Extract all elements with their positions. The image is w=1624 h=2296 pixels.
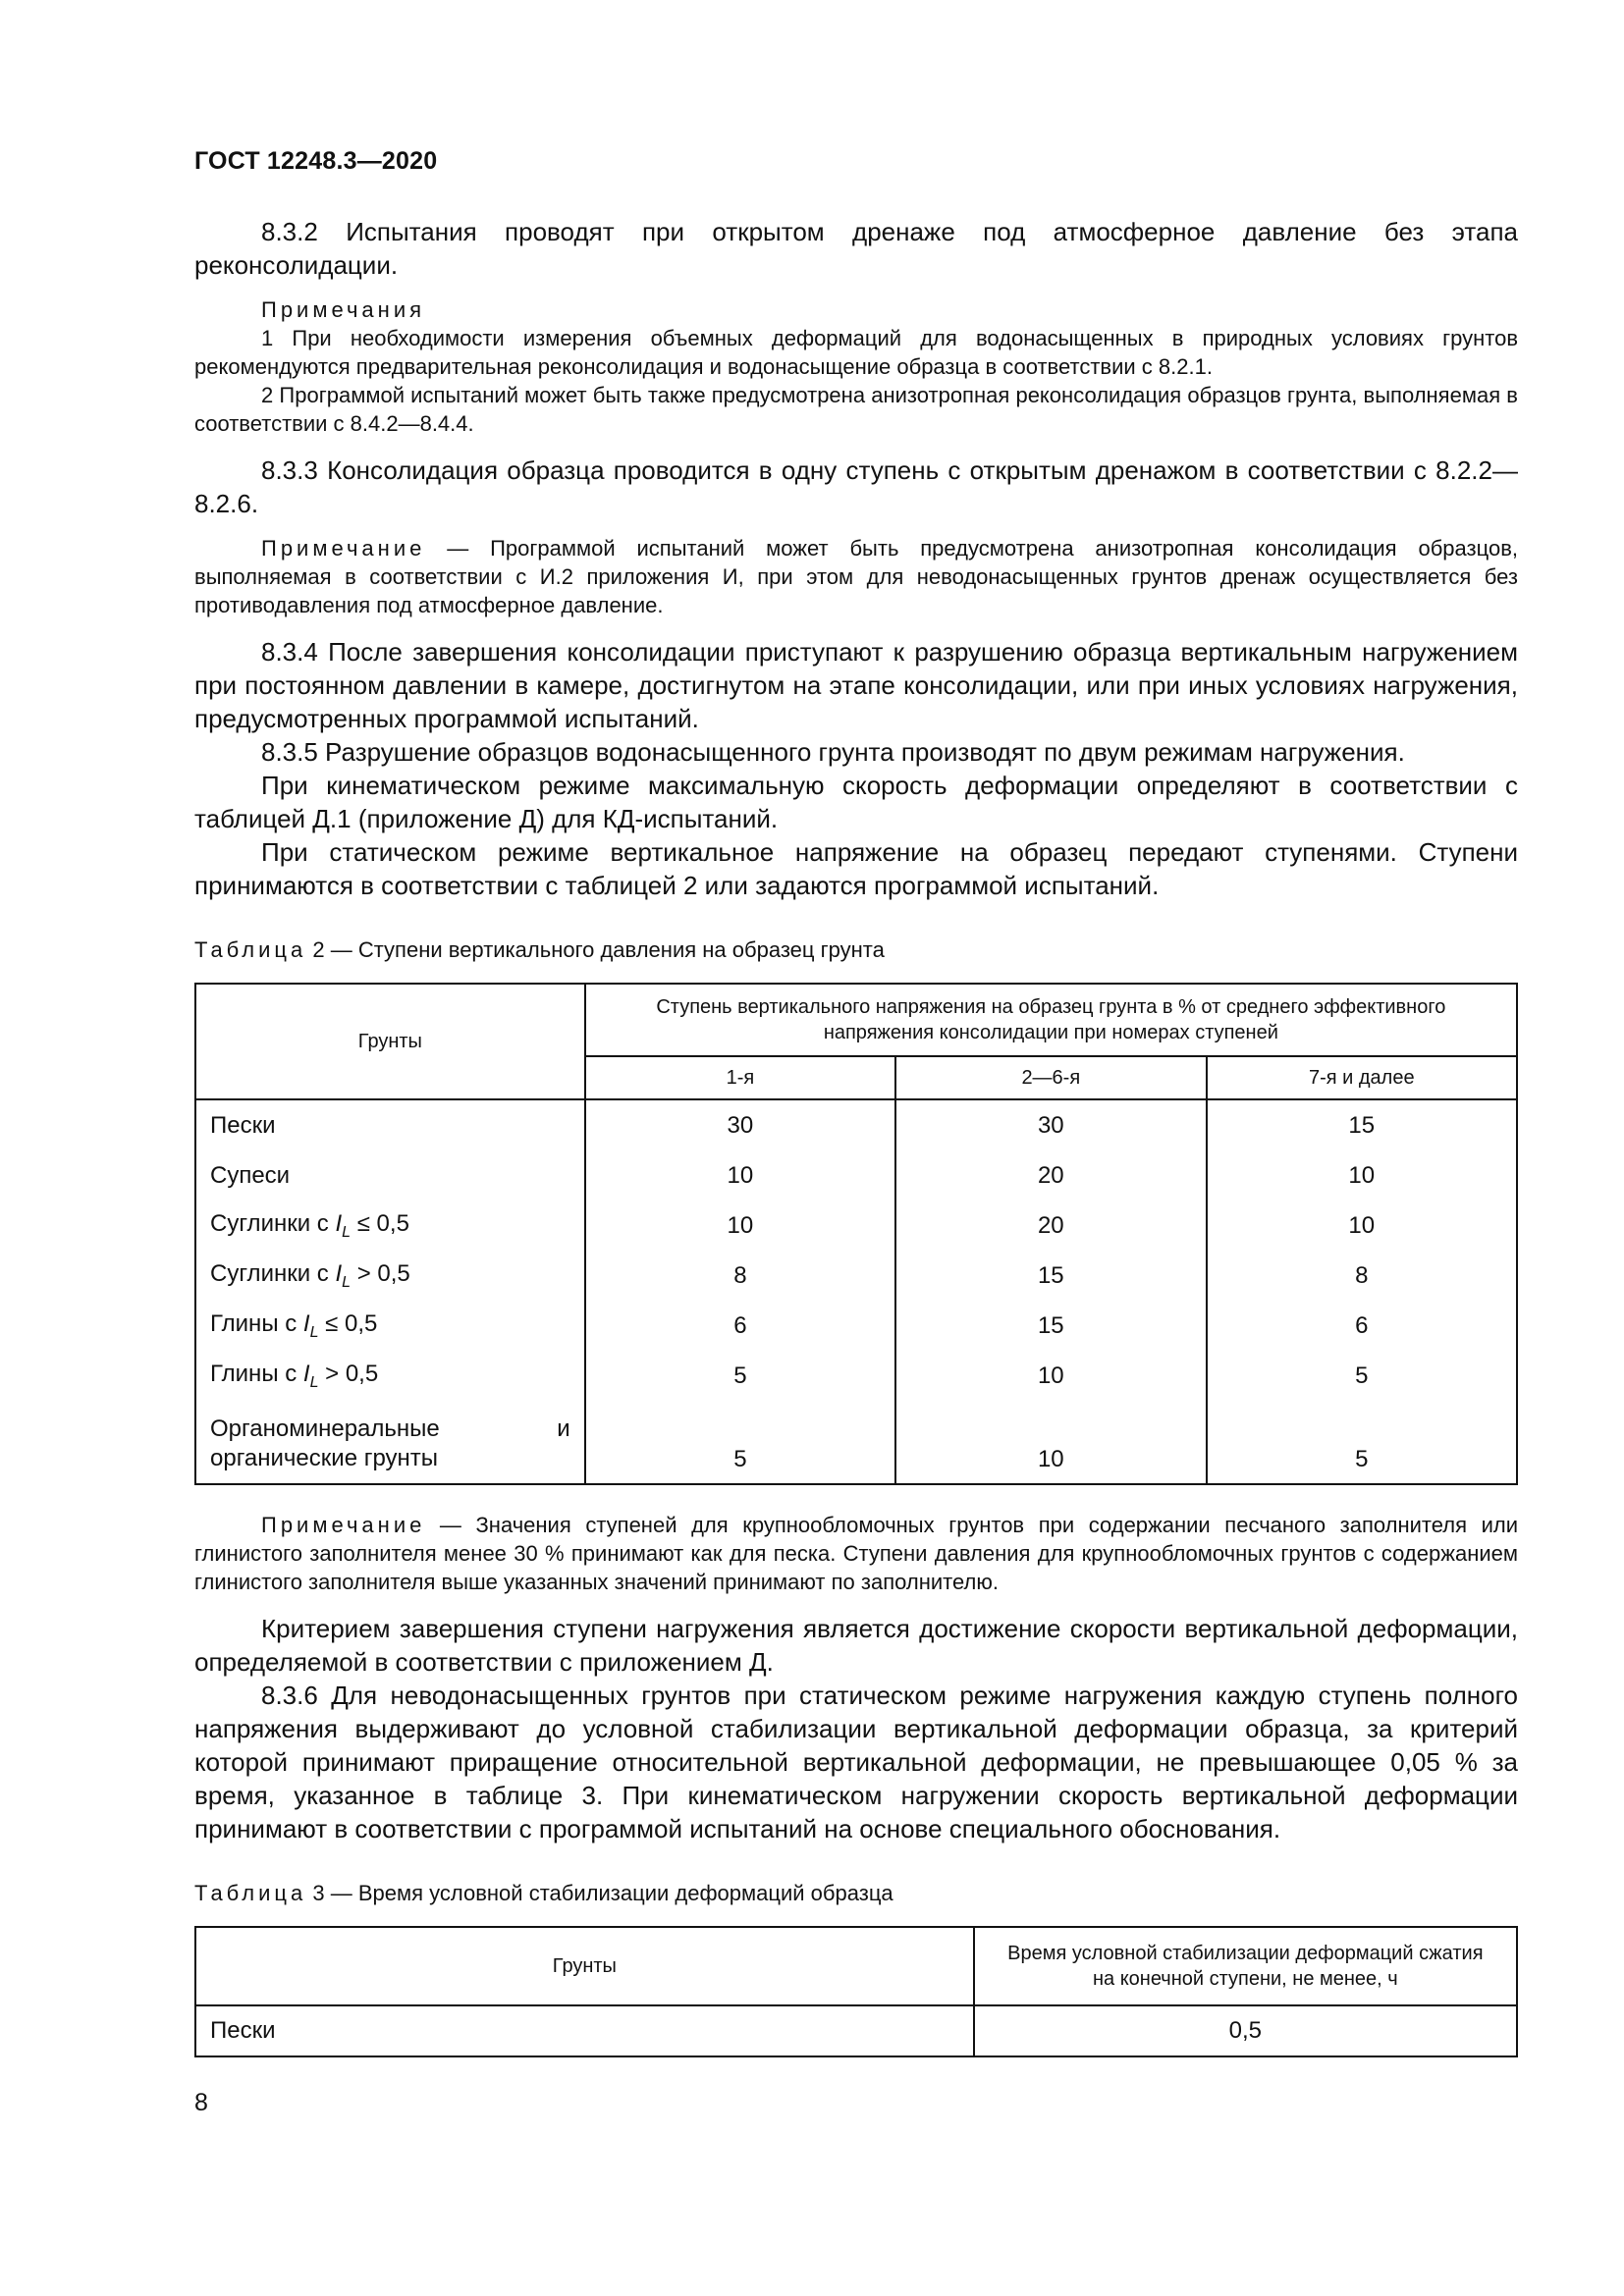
table-cell-value: 6 — [585, 1301, 895, 1351]
table-cell-soil: Пески — [195, 1099, 585, 1150]
variable-symbol: I — [302, 1360, 310, 1387]
table-cell-value: 30 — [895, 1099, 1206, 1150]
table-2-header-step-1: 1-я — [585, 1056, 895, 1099]
table-cell-value: 8 — [585, 1251, 895, 1301]
document-header: ГОСТ 12248.3—2020 — [194, 147, 438, 175]
table-cell-soil — [195, 1251, 585, 1301]
paragraph-8-3-5-static: При статическом режиме вертикальное напряжение на образец передают ступенями. Ступени принимаются в соответствии с таблицей 2 или задаются программой испытаний. — [194, 837, 1518, 900]
table-row — [195, 1301, 1517, 1351]
table-cell-value: 15 — [1207, 1099, 1517, 1150]
table-2-header-step-2-6: 2—6-я — [895, 1056, 1206, 1099]
paragraph-8-3-3: 8.3.3 Консолидация образца проводится в одну ступень с открытым дренажом в соответствии с 8.2.2—8.2.6. — [194, 455, 1518, 518]
table-row — [195, 1401, 1517, 1484]
table-3-caption — [194, 1881, 1518, 1906]
table-row — [195, 2005, 1517, 2056]
table-2-caption — [194, 937, 1518, 963]
note-3 — [194, 1511, 1518, 1596]
table-row — [195, 1201, 1517, 1251]
variable-symbol: I — [302, 1309, 310, 1337]
table-2-caption-label: Таблица — [194, 937, 307, 962]
table-cell-value: 8 — [1207, 1251, 1517, 1301]
paragraph-criterion: Критерием завершения ступени нагружения является достижение скорости вертикальной деформации, определяемой в соответствии с приложением Д. — [194, 1614, 1518, 1677]
variable-subscript: L — [342, 1273, 352, 1291]
table-cell-value: 10 — [585, 1201, 895, 1251]
variable-subscript: L — [309, 1323, 319, 1341]
table-cell-value: 10 — [895, 1351, 1206, 1401]
paragraph-8-3-5-kinematic: При кинематическом режиме максимальную скорость деформации определяют в соответствии с таблицей Д.1 (приложение Д) для КД-испытаний. — [194, 771, 1518, 833]
table-cell-value: 15 — [895, 1301, 1206, 1351]
note-3-label: Примечание — [261, 1513, 426, 1537]
table-cell-value: 10 — [1207, 1201, 1517, 1251]
soil-condition-text: > 0,5 — [318, 1360, 379, 1387]
note-2 — [194, 534, 1518, 619]
paragraph-8-3-6: 8.3.6 Для неводонасыщенных грунтов при статическом режиме нагружения каждую ступень полного напряжения выдерживают до условной стабилизации вертикальной деформации образца, за критерий которой принимают приращение относительной вертикальной деформации, не превышающее 0,05 % за время, указанное в таблице 3. При кинематическом нагружении скорость вертикальной деформации принимают в соответствии с программой испытаний на основе специального обоснования. — [194, 1681, 1518, 1843]
note-item-2: 2 Программой испытаний может быть также предусмотрена анизотропная реконсолидация образцов грунта, выполняемая в соответствии с 8.4.2—8.4.4. — [194, 383, 1518, 436]
table-cell-value: 20 — [895, 1201, 1206, 1251]
table-cell-soil: Пески — [195, 2005, 974, 2056]
table-cell-value: 5 — [585, 1401, 895, 1484]
table-cell-value: 30 — [585, 1099, 895, 1150]
table-3-header-time: Время условной стабилизации деформаций сжатия на конечной ступени, не менее, ч — [974, 1927, 1517, 2005]
table-3 — [194, 1926, 1518, 2057]
table-cell-soil: Органоминеральные и органические грунты — [195, 1401, 585, 1484]
table-cell-value: 5 — [1207, 1401, 1517, 1484]
notes-block-1 — [194, 295, 1518, 438]
table-cell-soil — [195, 1201, 585, 1251]
soil-condition-text: ≤ 0,5 — [318, 1309, 378, 1337]
note-block-3 — [194, 1511, 1518, 1596]
paragraph-8-3-4: 8.3.4 После завершения консолидации приступают к разрушению образца вертикальным нагружением при постоянном давлении в камере, достигнутом на этапе консолидации, или при иных условиях нагружения, предусмотренных программой испытаний. — [194, 637, 1518, 733]
soil-name-text: Глины с — [210, 1309, 303, 1337]
note-2-text: — Программой испытаний может быть предусмотрена анизотропная консолидация образцов, выполняемая в соответствии с И.2 приложения И, при этом для неводонасыщенных грунтов дренаж осуществляется без противодавления под атмосферное давление. — [194, 536, 1518, 617]
soil-name-text: Глины с — [210, 1360, 303, 1387]
table-cell-value: 15 — [895, 1251, 1206, 1301]
paragraph-8-3-5: 8.3.5 Разрушение образцов водонасыщенного грунта производят по двум режимам нагружения. — [261, 737, 1405, 767]
soil-condition-text: ≤ 0,5 — [351, 1209, 409, 1237]
table-row — [195, 1099, 1517, 1150]
variable-symbol: I — [335, 1209, 343, 1237]
page-number: 8 — [194, 2089, 208, 2116]
table-cell-value: 10 — [585, 1150, 895, 1201]
table-2-header-soil: Грунты — [195, 984, 585, 1099]
table-3-caption-text: 3 — Время условной стабилизации деформаций образца — [312, 1881, 893, 1905]
table-cell-value: 5 — [1207, 1351, 1517, 1401]
soil-name-text: Суглинки с — [210, 1209, 336, 1237]
table-cell-value: 6 — [1207, 1301, 1517, 1351]
table-cell-value: 5 — [585, 1351, 895, 1401]
variable-symbol: I — [335, 1259, 343, 1287]
document-page — [194, 147, 1518, 2057]
paragraph-8-3-2: 8.3.2 Испытания проводят при открытом дренаже под атмосферное давление без этапа реконсолидации. — [194, 217, 1518, 280]
table-cell-value: 10 — [895, 1401, 1206, 1484]
table-cell-value: 20 — [895, 1150, 1206, 1201]
variable-subscript: L — [342, 1223, 352, 1241]
table-row — [195, 1150, 1517, 1201]
soil-condition-text: > 0,5 — [351, 1259, 410, 1287]
table-cell-value: 10 — [1207, 1150, 1517, 1201]
table-row — [195, 1251, 1517, 1301]
table-2 — [194, 983, 1518, 1485]
table-2-caption-text: 2 — Ступени вертикального давления на образец грунта — [312, 937, 885, 962]
note-block-2 — [194, 534, 1518, 619]
note-2-label: Примечание — [261, 536, 426, 561]
table-3-header-soil: Грунты — [195, 1927, 974, 2005]
table-row — [195, 1351, 1517, 1401]
notes-title: Примечания — [261, 297, 426, 322]
table-2-header-step-7: 7-я и далее — [1207, 1056, 1517, 1099]
table-cell-soil — [195, 1351, 585, 1401]
note-3-text: — Значения ступеней для крупнообломочных грунтов при содержании песчаного заполнителя или глинистого заполнителя менее 30 % принимают как для песка. Ступени давления для крупнообломочных грунтов с содержанием глинистого заполнителя выше указанных значений принимают по заполнителю. — [194, 1513, 1518, 1594]
table-3-caption-label: Таблица — [194, 1881, 307, 1905]
variable-subscript: L — [309, 1373, 319, 1391]
soil-name-text: Суглинки с — [210, 1259, 336, 1287]
table-cell-soil: Супеси — [195, 1150, 585, 1201]
table-2-header-group: Ступень вертикального напряжения на образец грунта в % от среднего эффективного напряжения консолидации при номерах ступеней — [585, 984, 1517, 1056]
table-cell-value: 0,5 — [974, 2005, 1517, 2056]
note-item-1: 1 При необходимости измерения объемных деформаций для водонасыщенных в природных условиях грунтов рекомендуются предварительная реконсолидация и водонасыщение образца в соответствии с 8.2.1. — [194, 326, 1518, 379]
table-cell-soil — [195, 1301, 585, 1351]
